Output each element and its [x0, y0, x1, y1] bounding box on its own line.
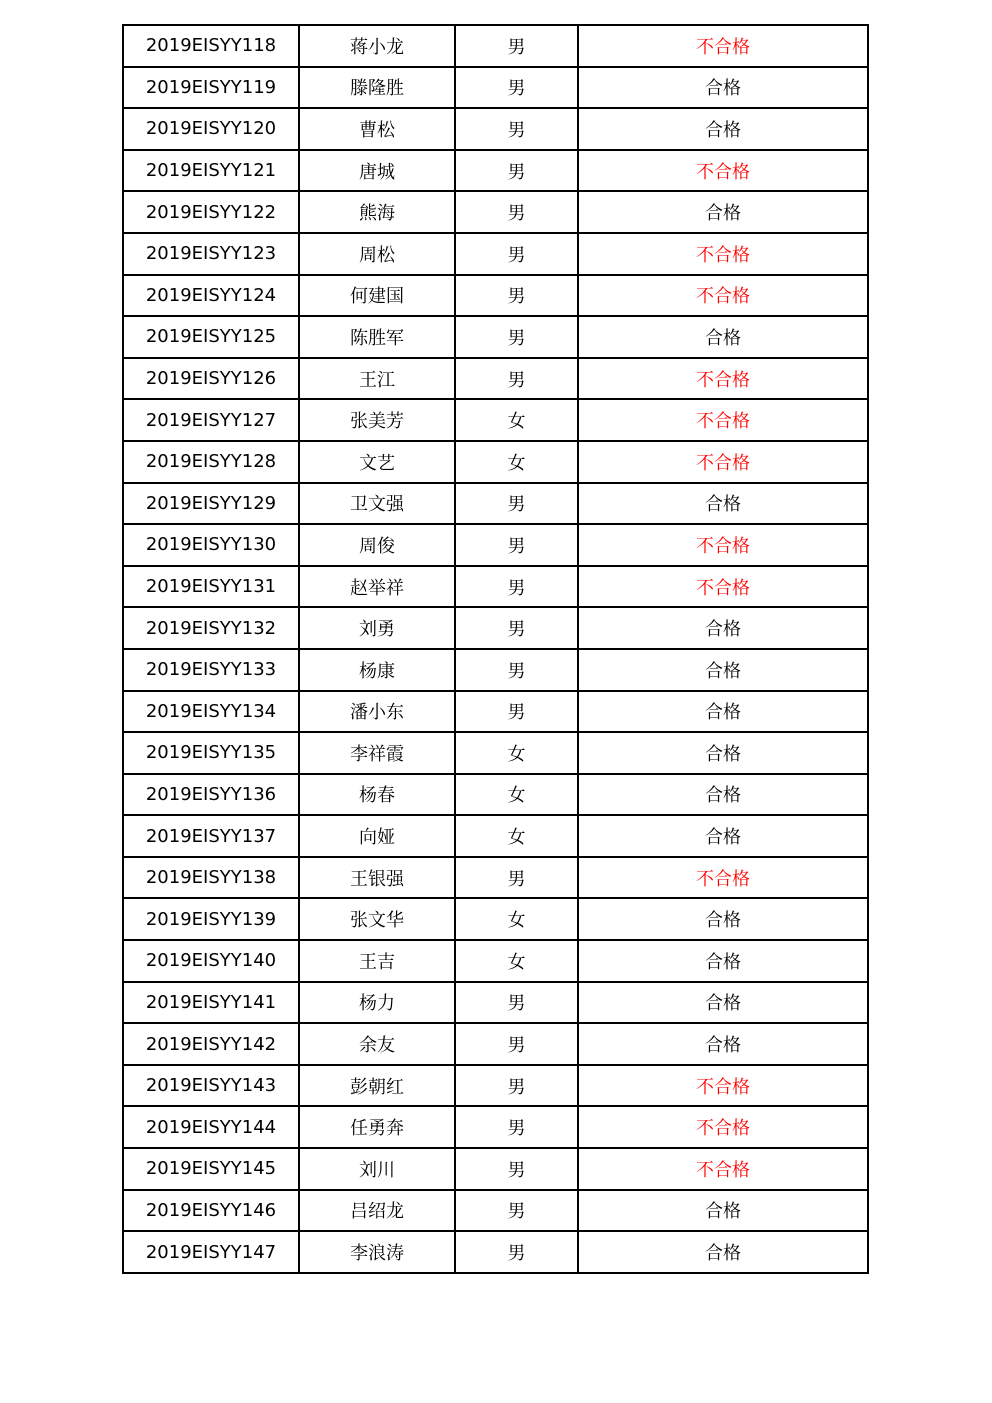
student-id-cell: 2019EISYY128: [123, 441, 299, 483]
gender-cell: 女: [455, 732, 578, 774]
result-cell: 合格: [578, 649, 868, 691]
gender-cell: 女: [455, 399, 578, 441]
student-id-cell: 2019EISYY142: [123, 1023, 299, 1065]
gender-cell: 男: [455, 607, 578, 649]
gender-cell: 男: [455, 1231, 578, 1273]
student-id-cell: 2019EISYY118: [123, 25, 299, 67]
table-row: [123, 399, 868, 441]
table-row: [123, 649, 868, 691]
student-name-cell: 滕隆胜: [299, 67, 455, 109]
student-id-cell: 2019EISYY137: [123, 815, 299, 857]
gender-cell: 女: [455, 940, 578, 982]
gender-cell: 男: [455, 982, 578, 1024]
student-id-cell: 2019EISYY144: [123, 1106, 299, 1148]
student-id-cell: 2019EISYY127: [123, 399, 299, 441]
student-name-cell: 唐城: [299, 150, 455, 192]
table-row: [123, 898, 868, 940]
gender-cell: 男: [455, 275, 578, 317]
table-row: [123, 566, 868, 608]
gender-cell: 男: [455, 316, 578, 358]
student-id-cell: 2019EISYY126: [123, 358, 299, 400]
table-row: [123, 233, 868, 275]
student-id-cell: 2019EISYY140: [123, 940, 299, 982]
result-cell: 不合格: [578, 1065, 868, 1107]
table-row: [123, 191, 868, 233]
student-id-cell: 2019EISYY131: [123, 566, 299, 608]
gender-cell: 男: [455, 25, 578, 67]
student-name-cell: 吕绍龙: [299, 1190, 455, 1232]
table-row: [123, 108, 868, 150]
student-name-cell: 曹松: [299, 108, 455, 150]
gender-cell: 男: [455, 691, 578, 733]
student-name-cell: 周俊: [299, 524, 455, 566]
result-cell: 合格: [578, 898, 868, 940]
gender-cell: 男: [455, 358, 578, 400]
result-cell: 合格: [578, 815, 868, 857]
student-name-cell: 彭朝红: [299, 1065, 455, 1107]
student-id-cell: 2019EISYY130: [123, 524, 299, 566]
result-cell: 合格: [578, 732, 868, 774]
gender-cell: 男: [455, 524, 578, 566]
result-cell: 不合格: [578, 441, 868, 483]
student-name-cell: 张美芳: [299, 399, 455, 441]
student-name-cell: 熊海: [299, 191, 455, 233]
student-name-cell: 周松: [299, 233, 455, 275]
student-name-cell: 任勇奔: [299, 1106, 455, 1148]
table-row: [123, 524, 868, 566]
table-row: [123, 25, 868, 67]
gender-cell: 男: [455, 1148, 578, 1190]
result-cell: 不合格: [578, 524, 868, 566]
result-cell: 合格: [578, 774, 868, 816]
student-id-cell: 2019EISYY136: [123, 774, 299, 816]
student-id-cell: 2019EISYY147: [123, 1231, 299, 1273]
student-id-cell: 2019EISYY129: [123, 483, 299, 525]
gender-cell: 男: [455, 150, 578, 192]
table-row: [123, 940, 868, 982]
student-id-cell: 2019EISYY135: [123, 732, 299, 774]
student-name-cell: 杨康: [299, 649, 455, 691]
table-row: [123, 67, 868, 109]
student-id-cell: 2019EISYY120: [123, 108, 299, 150]
gender-cell: 男: [455, 108, 578, 150]
result-cell: 合格: [578, 940, 868, 982]
gender-cell: 女: [455, 441, 578, 483]
result-cell: 合格: [578, 1190, 868, 1232]
table-row: [123, 732, 868, 774]
result-cell: 不合格: [578, 399, 868, 441]
table-row: [123, 1231, 868, 1273]
result-cell: 合格: [578, 67, 868, 109]
student-name-cell: 王江: [299, 358, 455, 400]
table-row: [123, 1148, 868, 1190]
student-id-cell: 2019EISYY141: [123, 982, 299, 1024]
student-name-cell: 文艺: [299, 441, 455, 483]
student-name-cell: 刘川: [299, 1148, 455, 1190]
result-cell: 合格: [578, 691, 868, 733]
gender-cell: 男: [455, 649, 578, 691]
table-row: [123, 316, 868, 358]
result-cell: 不合格: [578, 857, 868, 899]
table-row: [123, 275, 868, 317]
results-table-body: [123, 25, 868, 1273]
result-cell: 合格: [578, 1023, 868, 1065]
table-row: [123, 1065, 868, 1107]
student-id-cell: 2019EISYY119: [123, 67, 299, 109]
student-id-cell: 2019EISYY134: [123, 691, 299, 733]
result-cell: 不合格: [578, 25, 868, 67]
student-id-cell: 2019EISYY146: [123, 1190, 299, 1232]
student-id-cell: 2019EISYY143: [123, 1065, 299, 1107]
student-id-cell: 2019EISYY139: [123, 898, 299, 940]
result-cell: 合格: [578, 483, 868, 525]
student-id-cell: 2019EISYY133: [123, 649, 299, 691]
student-name-cell: 卫文强: [299, 483, 455, 525]
table-row: [123, 1190, 868, 1232]
table-row: [123, 1106, 868, 1148]
result-cell: 合格: [578, 108, 868, 150]
table-row: [123, 607, 868, 649]
gender-cell: 男: [455, 857, 578, 899]
gender-cell: 男: [455, 1023, 578, 1065]
student-name-cell: 陈胜军: [299, 316, 455, 358]
gender-cell: 女: [455, 898, 578, 940]
result-cell: 不合格: [578, 275, 868, 317]
student-name-cell: 杨力: [299, 982, 455, 1024]
gender-cell: 男: [455, 1106, 578, 1148]
result-cell: 不合格: [578, 1106, 868, 1148]
result-cell: 合格: [578, 316, 868, 358]
gender-cell: 男: [455, 566, 578, 608]
student-name-cell: 杨春: [299, 774, 455, 816]
student-id-cell: 2019EISYY124: [123, 275, 299, 317]
student-id-cell: 2019EISYY125: [123, 316, 299, 358]
student-name-cell: 刘勇: [299, 607, 455, 649]
results-table: [122, 24, 869, 1274]
student-id-cell: 2019EISYY132: [123, 607, 299, 649]
gender-cell: 女: [455, 815, 578, 857]
student-name-cell: 蒋小龙: [299, 25, 455, 67]
table-row: [123, 150, 868, 192]
gender-cell: 男: [455, 1065, 578, 1107]
table-row: [123, 441, 868, 483]
result-cell: 不合格: [578, 358, 868, 400]
student-name-cell: 李祥霞: [299, 732, 455, 774]
student-name-cell: 向娅: [299, 815, 455, 857]
gender-cell: 男: [455, 233, 578, 275]
student-id-cell: 2019EISYY138: [123, 857, 299, 899]
result-cell: 合格: [578, 607, 868, 649]
student-name-cell: 潘小东: [299, 691, 455, 733]
student-name-cell: 余友: [299, 1023, 455, 1065]
student-name-cell: 王吉: [299, 940, 455, 982]
table-row: [123, 774, 868, 816]
result-cell: 合格: [578, 1231, 868, 1273]
result-cell: 合格: [578, 191, 868, 233]
student-name-cell: 李浪涛: [299, 1231, 455, 1273]
gender-cell: 男: [455, 1190, 578, 1232]
student-name-cell: 赵举祥: [299, 566, 455, 608]
gender-cell: 男: [455, 67, 578, 109]
result-cell: 合格: [578, 982, 868, 1024]
student-name-cell: 何建国: [299, 275, 455, 317]
result-cell: 不合格: [578, 566, 868, 608]
student-id-cell: 2019EISYY122: [123, 191, 299, 233]
table-row: [123, 815, 868, 857]
student-name-cell: 王银强: [299, 857, 455, 899]
gender-cell: 男: [455, 483, 578, 525]
result-cell: 不合格: [578, 1148, 868, 1190]
student-id-cell: 2019EISYY121: [123, 150, 299, 192]
student-id-cell: 2019EISYY123: [123, 233, 299, 275]
gender-cell: 男: [455, 191, 578, 233]
table-row: [123, 483, 868, 525]
table-row: [123, 857, 868, 899]
result-cell: 不合格: [578, 233, 868, 275]
table-row: [123, 1023, 868, 1065]
table-row: [123, 691, 868, 733]
student-name-cell: 张文华: [299, 898, 455, 940]
student-id-cell: 2019EISYY145: [123, 1148, 299, 1190]
table-row: [123, 358, 868, 400]
gender-cell: 女: [455, 774, 578, 816]
table-row: [123, 982, 868, 1024]
result-cell: 不合格: [578, 150, 868, 192]
